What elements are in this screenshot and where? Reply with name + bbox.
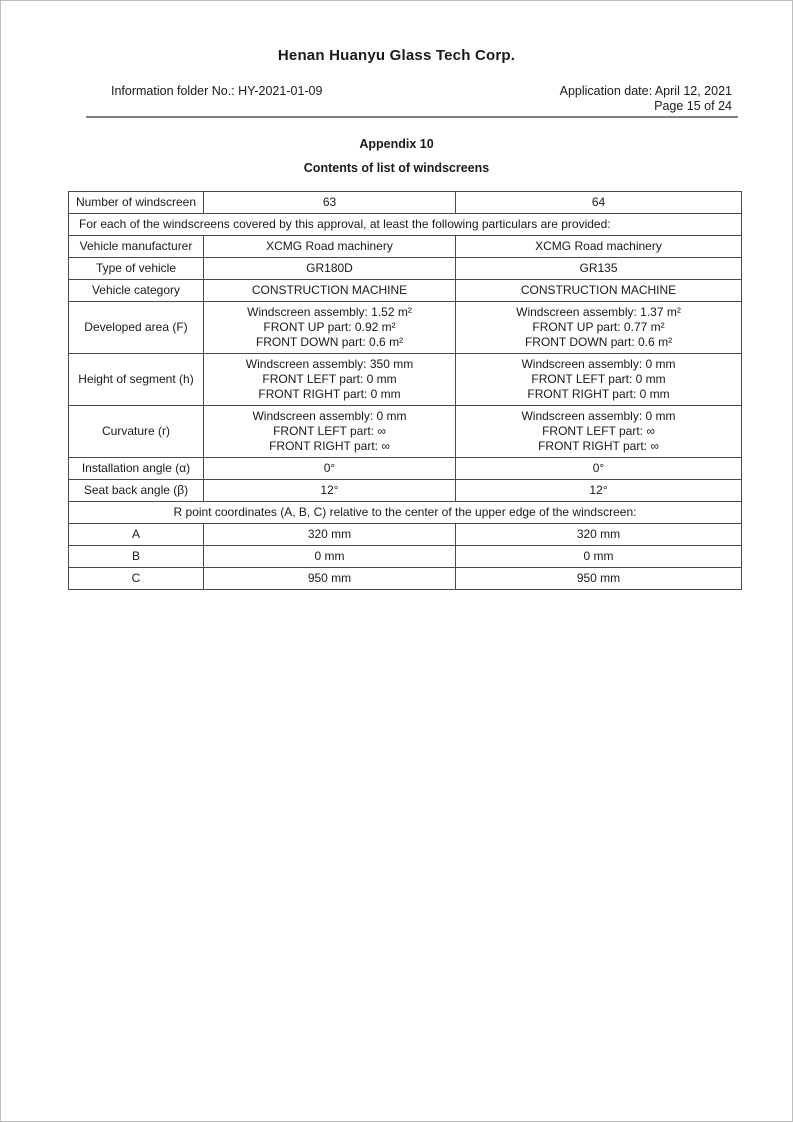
row-label: Height of segment (h) [69,354,204,406]
row-label: A [69,524,204,546]
row-label: Vehicle manufacturer [69,236,204,258]
value-cell-windscreen-64: 950 mm [456,568,742,590]
table-row [69,502,742,524]
table-row [69,214,742,236]
value-cell-windscreen-63: 63 [204,192,456,214]
value-cell-windscreen-63: 0° [204,458,456,480]
value-cell-windscreen-63: 12° [204,480,456,502]
row-label: Vehicle category [69,280,204,302]
table-row [69,302,742,354]
row-label: C [69,568,204,590]
page-number: Page 15 of 24 [654,99,732,113]
value-cell-windscreen-63: 320 mm [204,524,456,546]
row-label: Seat back angle (β) [69,480,204,502]
table-row [69,258,742,280]
row-label: Installation angle (α) [69,458,204,480]
span-cell: R point coordinates (A, B, C) relative to the center of the upper edge of the windscreen: [69,502,742,524]
value-cell-windscreen-63: 0 mm [204,546,456,568]
row-label: Number of windscreen [69,192,204,214]
table-row [69,192,742,214]
table-row [69,280,742,302]
value-cell-windscreen-63: Windscreen assembly: 1.52 m² FRONT UP part: 0.92 m² FRONT DOWN part: 0.6 m² [204,302,456,354]
info-folder-number: Information folder No.: HY-2021-01-09 [111,84,323,98]
table-row [69,406,742,458]
row-label: Curvature (r) [69,406,204,458]
value-cell-windscreen-64: 0 mm [456,546,742,568]
windscreen-table [68,191,742,590]
value-cell-windscreen-64: 64 [456,192,742,214]
appendix-title: Appendix 10 [359,137,434,151]
table-row [69,568,742,590]
value-cell-windscreen-63: GR180D [204,258,456,280]
table-title: Contents of list of windscreens [303,161,490,175]
value-cell-windscreen-63: 950 mm [204,568,456,590]
value-cell-windscreen-63: Windscreen assembly: 0 mm FRONT LEFT part: ∞ FRONT RIGHT part: ∞ [204,406,456,458]
value-cell-windscreen-63: XCMG Road machinery [204,236,456,258]
table-row [69,236,742,258]
value-cell-windscreen-63: Windscreen assembly: 350 mm FRONT LEFT part: 0 mm FRONT RIGHT part: 0 mm [204,354,456,406]
value-cell-windscreen-64: Windscreen assembly: 0 mm FRONT LEFT part: 0 mm FRONT RIGHT part: 0 mm [456,354,742,406]
application-date: Application date: April 12, 2021 [559,84,732,98]
row-label: B [69,546,204,568]
company-title: Henan Huanyu Glass Tech Corp. [277,47,516,64]
value-cell-windscreen-64: XCMG Road machinery [456,236,742,258]
value-cell-windscreen-64: Windscreen assembly: 0 mm FRONT LEFT part: ∞ FRONT RIGHT part: ∞ [456,406,742,458]
row-label: Developed area (F) [69,302,204,354]
value-cell-windscreen-64: 0° [456,458,742,480]
windscreen-table-body [69,192,742,590]
value-cell-windscreen-64: GR135 [456,258,742,280]
table-row [69,354,742,406]
value-cell-windscreen-64: Windscreen assembly: 1.37 m² FRONT UP part: 0.77 m² FRONT DOWN part: 0.6 m² [456,302,742,354]
row-label: Type of vehicle [69,258,204,280]
value-cell-windscreen-63: CONSTRUCTION MACHINE [204,280,456,302]
value-cell-windscreen-64: 320 mm [456,524,742,546]
span-cell: For each of the windscreens covered by this approval, at least the following particulars are provided: [69,214,742,236]
table-row [69,546,742,568]
table-row [69,480,742,502]
header-divider [86,116,738,118]
document-page [1,1,792,590]
value-cell-windscreen-64: 12° [456,480,742,502]
meta-right-block [560,84,732,114]
table-row [69,458,742,480]
value-cell-windscreen-64: CONSTRUCTION MACHINE [456,280,742,302]
table-row [69,524,742,546]
document-meta [111,84,732,114]
